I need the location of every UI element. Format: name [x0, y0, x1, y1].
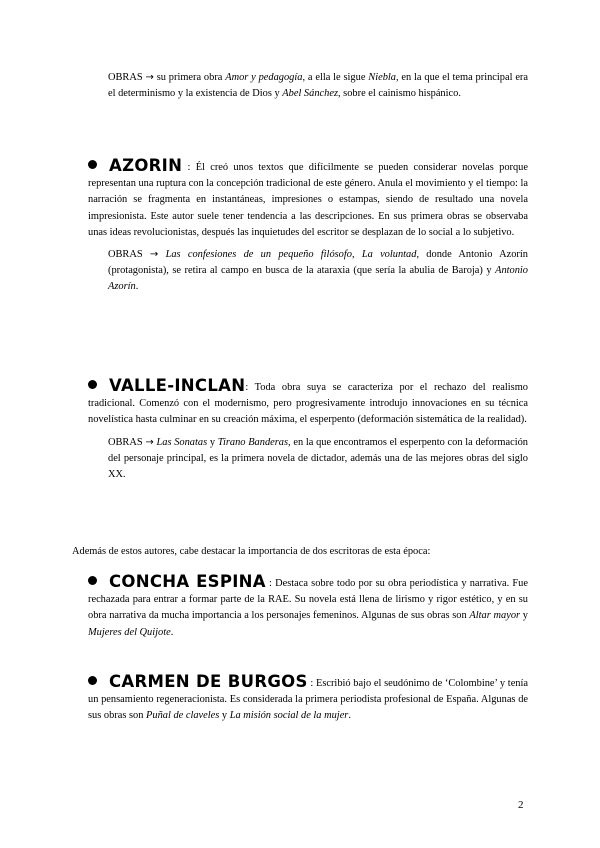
author-description: : Él creó unos textos que difícilmente se pueden considerar novelas porque representan una ruptura con la concepción tradicional de este género. Anula el movimiento y el tiempo: la narración se fragmenta en instantáneas, impresiones o estampas, siendo de resultado una novela impresionista. Este autor suele tener tendencia a las descripciones. En sus primera obras se observaba unas ideas revolucionistas, después las inquietudes del escritor se desplazan de lo social a lo subjetivo.: [88, 162, 528, 238]
text: .: [135, 281, 139, 293]
author-azorin: [88, 158, 528, 296]
obras-label: OBRAS: [108, 249, 143, 261]
author-concha-espina: [88, 574, 528, 641]
author-name: VALLE-INCLAN: [109, 376, 246, 395]
author-valle-inclan: [88, 378, 528, 483]
obras-label: OBRAS: [108, 72, 143, 83]
work-title: Niebla: [368, 72, 396, 83]
text: , sobre el cainismo hispánico.: [337, 88, 461, 100]
bullet-icon: [88, 160, 97, 169]
author-description: : Toda obra suya se caracteriza por el rechazo del realismo tradicional. Comenzó con el modernismo, pero progresivamente introdujo innovaciones en su técnica novelística hasta culminar en su creación máxima, el esperpento (deformación sistemática de la realidad).: [88, 382, 528, 426]
author-name: CONCHA ESPINA: [109, 572, 266, 591]
author-description: : Destaca sobre todo por su obra periodística y narrativa. Fue rechazada para entrar a formar parte de la RAE. Su novela está llena de lirismo y rigor estético, y en su obra narrativa da mucha importancia a los personajes femeninos. Algunas de sus obras son: [88, 578, 528, 622]
work-title: Altar mayor: [469, 610, 521, 622]
text: y: [219, 710, 230, 722]
bullet-icon: [88, 380, 97, 389]
text: .: [348, 710, 351, 722]
work-title: Las confesiones de un pequeño filósofo: [165, 249, 352, 261]
text: y: [520, 610, 528, 622]
bullet-icon: [88, 576, 97, 585]
azorin-obras-paragraph: [108, 247, 528, 296]
text: y: [207, 436, 218, 448]
text: , en la que el tema principal era el determinismo y la existencia de Dios y: [108, 72, 529, 100]
valle-obras-paragraph: [108, 435, 528, 484]
unamuno-obras-paragraph: [108, 70, 528, 102]
text: , a ella le sigue: [302, 72, 369, 83]
page-number: 2: [518, 799, 524, 811]
work-title: Antonio Azorín: [108, 265, 528, 293]
text: su primera obra: [153, 72, 226, 83]
work-title: Amor y pedagogía: [225, 72, 303, 83]
intro-paragraph: Además de estos autores, cabe destacar la importancia de dos escritoras de esta época:: [72, 546, 431, 557]
text: , en la que encontramos el esperpento con la deformación del personaje principal, es la primera novela de dictador, además una de las mejores obras del siglo XX.: [108, 436, 528, 481]
bullet-icon: [88, 676, 97, 685]
text: .: [170, 626, 174, 638]
arrow-right-icon: →: [145, 436, 154, 448]
obras-label: OBRAS: [108, 436, 143, 448]
work-title: Tirano Banderas: [217, 436, 289, 448]
work-title: Puñal de claveles: [146, 710, 220, 722]
arrow-right-icon: →: [145, 72, 154, 83]
author-name: AZORIN: [109, 156, 183, 175]
work-title: Abel Sánchez: [282, 88, 338, 100]
text: , donde Antonio Azorín (protagonista), se retira al campo en busca de la ataraxia (que sería la abulia de Baroja) y: [108, 249, 528, 277]
text: ,: [351, 249, 362, 261]
arrow-right-icon: →: [149, 249, 159, 261]
author-carmen-de-burgos: [88, 674, 528, 725]
work-title: La voluntad: [361, 249, 417, 261]
author-description: : Escribió bajo el seudónimo de ‘Colombine’ y tenía un pensamiento regeneracionista. Es considerada la primera periodista profesional de España. Algunas de sus obras son: [88, 678, 529, 722]
author-name: CARMEN DE BURGOS: [109, 672, 308, 691]
work-title: Mujeres del Quijote: [88, 626, 171, 638]
work-title: La misión social de la mujer: [229, 710, 349, 722]
work-title: Las Sonatas: [156, 436, 208, 448]
